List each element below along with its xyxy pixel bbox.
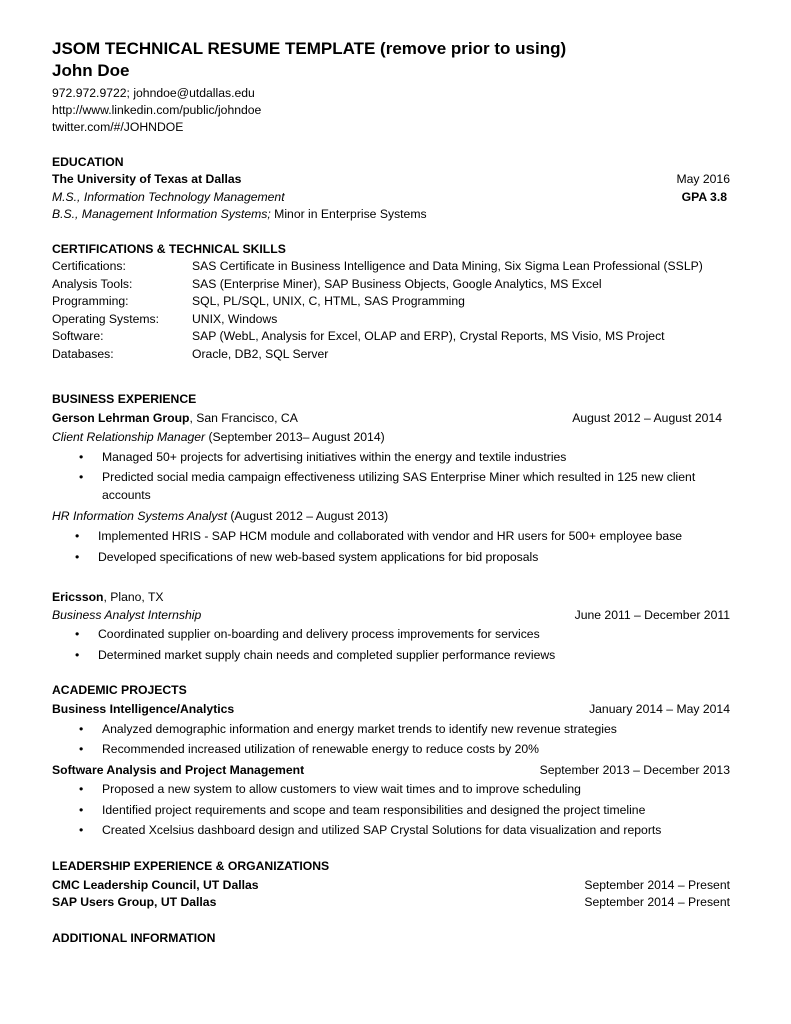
graduation-date: May 2016 <box>676 172 730 186</box>
company-name: Ericsson <box>52 590 104 604</box>
organization-date: September 2014 – Present <box>584 895 730 909</box>
skill-value: Oracle, DB2, SQL Server <box>192 346 329 361</box>
bullet-item: • Managed 50+ projects for advertising initiatives within the energy and textile industries <box>52 449 730 467</box>
role-bullets <box>52 528 730 566</box>
degree-bs-minor: Minor in Enterprise Systems <box>270 207 427 221</box>
linkedin-url: http://www.linkedin.com/public/johndoe <box>52 103 262 117</box>
skill-row <box>52 346 730 364</box>
project-date: January 2014 – May 2014 <box>589 702 730 716</box>
document-title: JSOM TECHNICAL RESUME TEMPLATE (remove prior to using) <box>52 39 567 58</box>
skill-label: Operating Systems: <box>52 311 160 326</box>
bullet-item: • Implemented HRIS - SAP HCM module and collaborated with vendor and HR users for 500+ employee base <box>52 528 730 546</box>
bullet-item: • Created Xcelsius dashboard design and utilized SAP Crystal Solutions for data visualization and reports <box>52 822 730 840</box>
resume-page <box>52 38 730 947</box>
role-dates: (August 2012 – August 2013) <box>226 509 389 523</box>
role-bullets <box>52 449 730 505</box>
bullet-item: • Coordinated supplier on-boarding and delivery process improvements for services <box>52 626 730 644</box>
job-row <box>52 410 730 428</box>
skill-label: Analysis Tools: <box>52 276 133 291</box>
leadership-row <box>52 877 730 895</box>
bullet-item: • Recommended increased utilization of renewable energy to reduce costs by 20% <box>52 741 730 759</box>
role-row <box>52 428 730 447</box>
role-row <box>52 607 730 625</box>
organization-date: September 2014 – Present <box>584 877 730 892</box>
role-title: Business Analyst Internship <box>52 607 202 622</box>
bullet-item: • Predicted social media campaign effectiveness utilizing SAS Enterprise Miner which resulted in 125 new client accounts <box>52 469 702 504</box>
job-date: June 2011 – December 2011 <box>574 607 730 622</box>
skill-value: SAS (Enterprise Miner), SAP Business Objects, Google Analytics, MS Excel <box>192 276 602 291</box>
job-row <box>52 589 730 607</box>
job-date: August 2012 – August 2014 <box>572 411 722 425</box>
twitter-handle: twitter.com/#/JOHNDOE <box>52 120 184 134</box>
skill-row <box>52 328 730 346</box>
skill-label: Certifications: <box>52 259 126 273</box>
degree-bs: B.S., Management Information Systems; <box>52 207 271 221</box>
additional-heading: ADDITIONAL INFORMATION <box>52 930 216 945</box>
bullet-item: • Identified project requirements and scope and team responsibilities and designed the project timeline <box>52 802 730 820</box>
role-title: Client Relationship Manager <box>52 429 206 444</box>
organization-name: CMC Leadership Council, UT Dallas <box>52 877 259 892</box>
contact-line: 972.972.9722; johndoe@utdallas.edu <box>52 86 255 100</box>
skill-label: Databases: <box>52 346 114 361</box>
skill-value: SAP (WebL, Analysis for Excel, OLAP and ERP), Crystal Reports, MS Visio, MS Project <box>192 329 665 343</box>
skill-value: UNIX, Windows <box>192 311 278 326</box>
education-degree-row <box>52 189 730 207</box>
skill-row <box>52 293 730 311</box>
skill-label: Software: <box>52 329 104 343</box>
project-date: September 2013 – December 2013 <box>539 762 730 777</box>
project-title: Software Analysis and Project Management <box>52 762 305 777</box>
degree-bs-row <box>52 206 730 223</box>
organization-name: SAP Users Group, UT Dallas <box>52 895 217 909</box>
project-bullets <box>52 781 730 840</box>
degree-ms: M.S., Information Technology Management <box>52 189 285 204</box>
project-bullets <box>52 721 730 759</box>
bullet-item: • Proposed a new system to allow customers to view wait times and to improve scheduling <box>52 781 730 799</box>
role-title: HR Information Systems Analyst <box>52 509 227 523</box>
project-row <box>52 701 730 719</box>
skill-value: SQL, PL/SQL, UNIX, C, HTML, SAS Programming <box>192 294 465 308</box>
leadership-heading: LEADERSHIP EXPERIENCE & ORGANIZATIONS <box>52 858 330 873</box>
project-row <box>52 762 730 780</box>
skill-label: Programming: <box>52 294 129 308</box>
applicant-name: John Doe <box>52 61 130 80</box>
skill-row <box>52 276 730 294</box>
gpa: GPA 3.8 <box>681 189 727 204</box>
project-title: Business Intelligence/Analytics <box>52 702 235 716</box>
bullet-item: • Determined market supply chain needs and completed supplier performance reviews <box>52 647 730 665</box>
business-heading: BUSINESS EXPERIENCE <box>52 392 197 406</box>
projects-heading: ACADEMIC PROJECTS <box>52 683 187 697</box>
skill-row <box>52 311 730 329</box>
company-location: , San Francisco, CA <box>189 411 298 425</box>
role-dates: (September 2013– August 2014) <box>205 429 385 444</box>
company-location: , Plano, TX <box>103 590 164 604</box>
education-school-row <box>52 171 730 189</box>
leadership-row <box>52 894 730 912</box>
education-heading: EDUCATION <box>52 155 124 169</box>
company-name: Gerson Lehrman Group <box>52 411 190 425</box>
role-bullets <box>52 626 730 664</box>
role-row <box>52 507 730 526</box>
skills-heading: CERTIFICATIONS & TECHNICAL SKILLS <box>52 242 286 256</box>
skill-row <box>52 258 730 276</box>
bullet-item: • Developed specifications of new web-based system applications for bid proposals <box>52 549 730 567</box>
bullet-item: • Analyzed demographic information and energy market trends to identify new revenue strategies <box>52 721 730 739</box>
skill-value: SAS Certificate in Business Intelligence and Data Mining, Six Sigma Lean Professional (SSLP) <box>192 259 703 273</box>
school-name: The University of Texas at Dallas <box>52 172 242 186</box>
